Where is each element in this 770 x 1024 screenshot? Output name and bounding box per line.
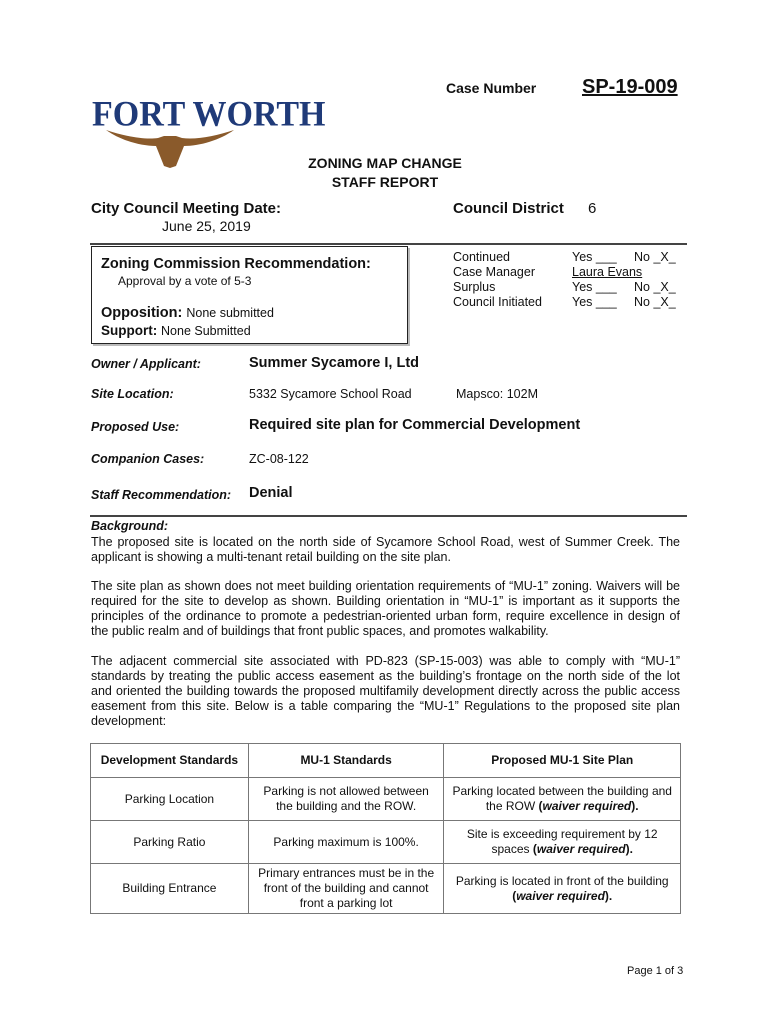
table-header: MU-1 Standards — [248, 744, 444, 778]
waiver-note: waiver required — [542, 799, 632, 813]
status-no-council-initiated: No _X_ — [634, 295, 676, 309]
case-number: SP-19-009 — [582, 76, 678, 98]
support-label: Support: — [101, 323, 158, 338]
status-yes-continued: Yes ___ — [572, 250, 617, 264]
table-row — [91, 821, 681, 864]
proposed-text: Parking is located in front of the building — [455, 873, 669, 888]
background-title: Background: — [91, 519, 169, 533]
companion-cases-label: Companion Cases: — [91, 452, 205, 466]
owner-value: Summer Sycamore I, Ltd — [249, 355, 420, 371]
opposition-value: None submitted — [186, 306, 274, 320]
status-label-surplus: Surplus — [453, 280, 496, 294]
table-row — [91, 778, 681, 821]
companion-cases-value: ZC-08-122 — [249, 452, 309, 466]
case-number-label: Case Number — [446, 80, 537, 96]
site-location-value: 5332 Sycamore School Road — [249, 387, 412, 401]
logo-text: FORT WORTH — [92, 95, 326, 134]
status-no-surplus: No _X_ — [634, 280, 676, 294]
mapsco: Mapsco: 102M — [456, 387, 538, 401]
owner-label: Owner / Applicant: — [91, 357, 201, 371]
council-district-value: 6 — [588, 200, 597, 217]
divider — [90, 515, 687, 517]
status-label-continued: Continued — [453, 250, 510, 264]
meeting-date-label: City Council Meeting Date: — [91, 200, 282, 217]
zoning-commission-vote: Approval by a vote of 5-3 — [118, 274, 252, 288]
status-no-continued: No _X_ — [634, 250, 676, 264]
table-row — [91, 864, 681, 914]
report-subtitle: STAFF REPORT — [331, 174, 439, 190]
staff-recommendation-value: Denial — [249, 485, 293, 501]
meeting-date: June 25, 2019 — [162, 218, 251, 234]
table-cell: Site is exceeding requirement by 12 spaces (waiver required). — [444, 821, 681, 864]
table-header: Proposed MU-1 Site Plan — [444, 744, 681, 778]
site-location-label: Site Location: — [91, 387, 174, 401]
status-label-case-manager: Case Manager — [453, 265, 535, 279]
opposition — [101, 305, 274, 321]
case-manager-name: Laura Evans — [572, 265, 643, 279]
proposed-use-value: Required site plan for Commercial Development — [249, 417, 581, 433]
proposed-use-label: Proposed Use: — [91, 420, 180, 434]
table-cell: Primary entrances must be in the front of the building and cannot front a parking lot — [248, 864, 444, 914]
support-value: None Submitted — [161, 324, 251, 338]
table-cell: Parking is not allowed between the building and the ROW. — [248, 778, 444, 821]
standards-table — [90, 743, 681, 914]
report-title: ZONING MAP CHANGE — [308, 155, 462, 171]
zoning-commission-title: Zoning Commission Recommendation: — [101, 256, 371, 272]
background-paragraph-3: The adjacent commercial site associated with PD-823 (SP-15-003) was able to comply with “MU-1” standards by treating the public access easement as the building’s frontage on the north side of the lot and oriented the building towards the proposed multifamily development directly across the public access easement from this site. Below is a table comparing the “MU-1” Regulations to the proposed site plan development: — [91, 654, 680, 728]
waiver-note: waiver required — [536, 842, 626, 856]
table-cell: Parking located between the building and the ROW (waiver required). — [444, 778, 681, 821]
table-cell: Building Entrance — [91, 864, 249, 914]
proposed-text: Site is exceeding requirement by 12 spaces — [466, 827, 658, 856]
table-header-row — [91, 744, 681, 778]
background-paragraph-1: The proposed site is located on the north side of Sycamore School Road, west of Summer Creek. The applicant is showing a multi-tenant retail building on the site plan. — [91, 535, 680, 564]
table-cell: Parking Ratio — [91, 821, 249, 864]
opposition-label: Opposition: — [101, 305, 183, 321]
table-cell: Parking Location — [91, 778, 249, 821]
waiver-note: waiver required — [516, 888, 605, 903]
status-yes-council-initiated: Yes ___ — [572, 295, 617, 309]
background-paragraph-2: The site plan as shown does not meet building orientation requirements of “MU-1” zoning. Waivers will be required for the site to develop as shown. Building orientation in “MU-1” is important as it supports the principles of the ordinance to promote a pedestrian-oriented urban form, require excellence in design of the public realm and of buildings that front public spaces, and promotes walkability. — [91, 579, 680, 638]
page-number: Page 1 of 3 — [627, 965, 684, 977]
status-yes-surplus: Yes ___ — [572, 280, 617, 294]
proposed-text: Parking located between the building and the ROW — [452, 784, 672, 813]
support — [101, 323, 251, 338]
divider — [90, 243, 687, 245]
council-district-label: Council District — [453, 200, 564, 217]
table-header: Development Standards — [91, 744, 249, 778]
table-cell: Parking is located in front of the building (waiver required). — [444, 864, 681, 914]
staff-recommendation-label: Staff Recommendation: — [91, 488, 232, 502]
status-label-council-initiated: Council Initiated — [453, 295, 542, 309]
table-cell: Parking maximum is 100%. — [248, 821, 444, 864]
